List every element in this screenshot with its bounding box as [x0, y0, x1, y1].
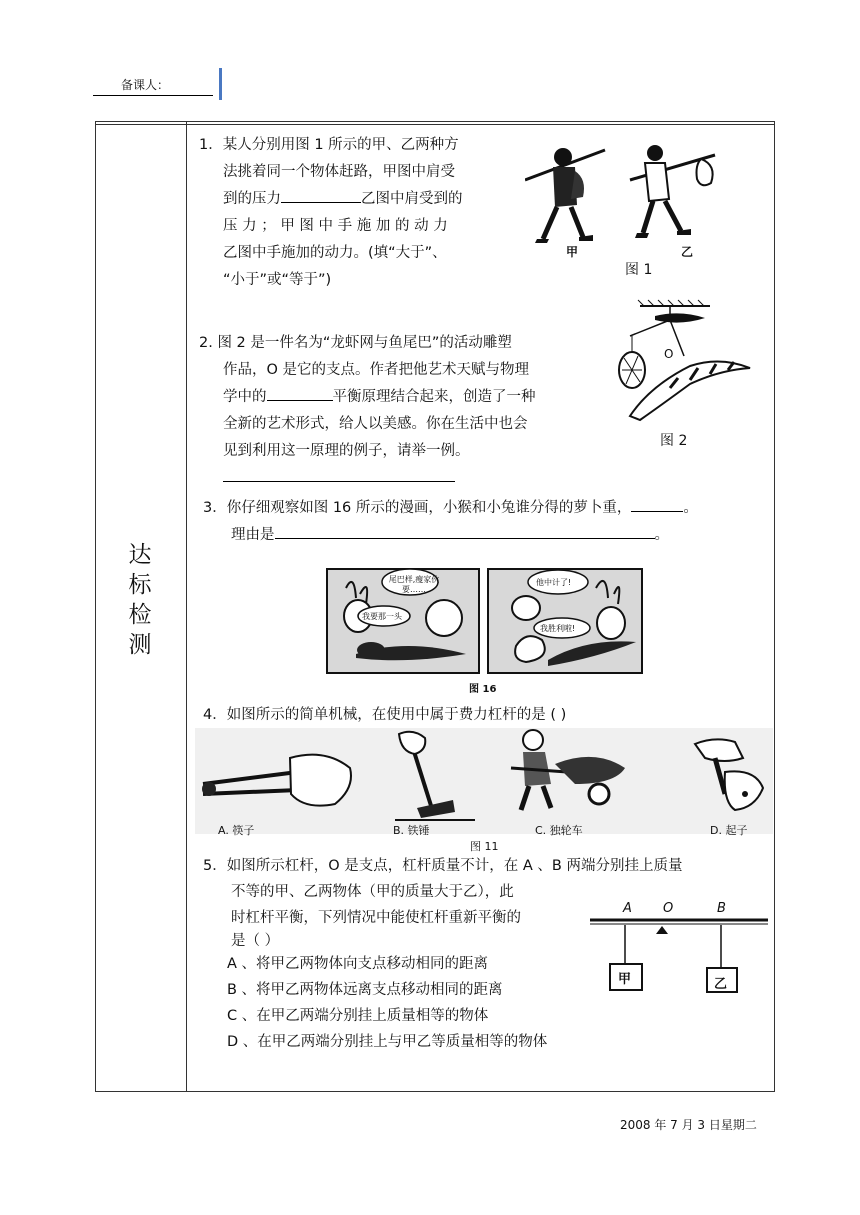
section-title: [120, 540, 160, 660]
figure-2-sculpture: [610, 296, 760, 431]
preparer-underline: [93, 95, 213, 96]
figure-1-caption: 图 1: [625, 262, 653, 278]
question-2: [199, 330, 599, 492]
section-title-char: 检: [128, 602, 152, 628]
q4-option-b[interactable]: B. 铁锤: [393, 824, 430, 837]
question-3: [203, 495, 773, 549]
lever-label-o: O: [663, 901, 674, 916]
q2-line: 学中的 平衡原理结合起来，创造了一种: [199, 384, 599, 411]
answer-blank[interactable]: [281, 186, 361, 203]
q5-option-d[interactable]: D 、在甲乙两端分别挂上与甲乙等质量相等的物体: [227, 1034, 548, 1050]
lever-weight-jia: 甲: [618, 972, 632, 987]
lever-weight-yi: 乙: [714, 977, 728, 992]
figure-2-fulcrum-o: O: [664, 347, 674, 361]
cartoon-bubble-2: 我要那一头: [362, 612, 402, 621]
q4-option-a[interactable]: A. 筷子: [218, 824, 255, 837]
lever-label-b: B: [717, 901, 726, 916]
cartoon-bubble-4: 我胜利啦!: [540, 624, 576, 633]
q1-line: 1．某人分别用图 1 所示的甲、乙两种方: [199, 137, 459, 153]
figure-16-caption: 图 16: [469, 684, 497, 695]
answer-blank[interactable]: [631, 495, 683, 512]
question-1: [199, 132, 519, 294]
lever-label-a: A: [623, 901, 632, 916]
cartoon-bubble-3: 他中计了!: [536, 578, 572, 587]
preparer-label: 备课人：: [121, 78, 170, 92]
section-title-char: 标: [128, 572, 152, 598]
q1-line: 压 力 ； 甲 图 中 手 施 加 的 动 力: [223, 218, 448, 234]
figure-1-illustration: [525, 135, 725, 265]
q5-line: 是（ ）: [231, 933, 280, 949]
figure-16-cartoon: [326, 568, 644, 678]
q5-line: 不等的甲、乙两物体（甲的质量大于乙），此: [231, 884, 514, 900]
cartoon-bubble-1: 尾巴样,瘦家伙要……: [388, 575, 440, 594]
answer-blank[interactable]: [267, 384, 333, 401]
q3-line: 3．你仔细观察如图 16 所示的漫画，小猴和小兔谁分得的萝卜重， 。: [203, 495, 773, 522]
answer-blank[interactable]: [275, 522, 655, 539]
q4-option-d[interactable]: D. 起子: [710, 824, 748, 837]
question-4: [203, 702, 763, 729]
q2-line: 作品，O 是它的支点。作者把他艺术天赋与物理: [223, 362, 530, 378]
section-title-char: 测: [128, 632, 152, 658]
q2-line: 全新的艺术形式，给人以美感。你在生活中也会: [223, 416, 528, 432]
figure-lever: [590, 898, 770, 998]
q4-line: 4．如图所示的简单机械，在使用中属于费力杠杆的是 ( ): [203, 707, 567, 723]
q5-line: 5．如图所示杠杆，O 是支点，杠杆质量不计，在 A 、B 两端分别挂上质量: [203, 858, 683, 874]
cursor-bar: [219, 68, 222, 100]
table-top-double-line: [95, 124, 775, 125]
figure-1-label-jia: 甲: [566, 245, 579, 259]
q1-line: 到的压力 乙图中肩受到的: [199, 186, 519, 213]
figure-11-tools: [195, 728, 773, 834]
q1-line: 法挑着同一个物体赶路，甲图中肩受: [223, 164, 455, 180]
q1-line: 乙图中手施加的动力。(填“大于”、: [223, 245, 447, 261]
q5-option-b[interactable]: B 、将甲乙两物体远离支点移动相同的距离: [227, 982, 503, 998]
q5-option-a[interactable]: A 、将甲乙两物体向支点移动相同的距离: [227, 956, 489, 972]
answer-blank[interactable]: [223, 465, 455, 482]
figure-2-caption: 图 2: [660, 433, 688, 449]
q1-line: “小于”或“等于”): [223, 272, 332, 288]
figure-11-caption: 图 11: [470, 840, 499, 853]
q3-line: 理由是 。: [203, 522, 773, 549]
page-footer-date: 2008 年 7 月 3 日星期二: [620, 1118, 757, 1132]
figure-1-label-yi: 乙: [681, 245, 694, 259]
q5-line: 时杠杆平衡，下列情况中能使杠杆重新平衡的: [231, 910, 521, 926]
q5-option-c[interactable]: C 、在甲乙两端分别挂上质量相等的物体: [227, 1008, 489, 1024]
page-header: [93, 68, 223, 98]
q4-option-c[interactable]: C. 独轮车: [535, 824, 583, 837]
table-column-divider: [186, 121, 187, 1092]
q2-line: 见到利用这一原理的例子，请举一例。: [199, 438, 599, 492]
q2-line: 2. 图 2 是一件名为“龙虾网与鱼尾巴”的活动雕塑: [199, 335, 512, 351]
section-title-char: 达: [128, 542, 152, 568]
